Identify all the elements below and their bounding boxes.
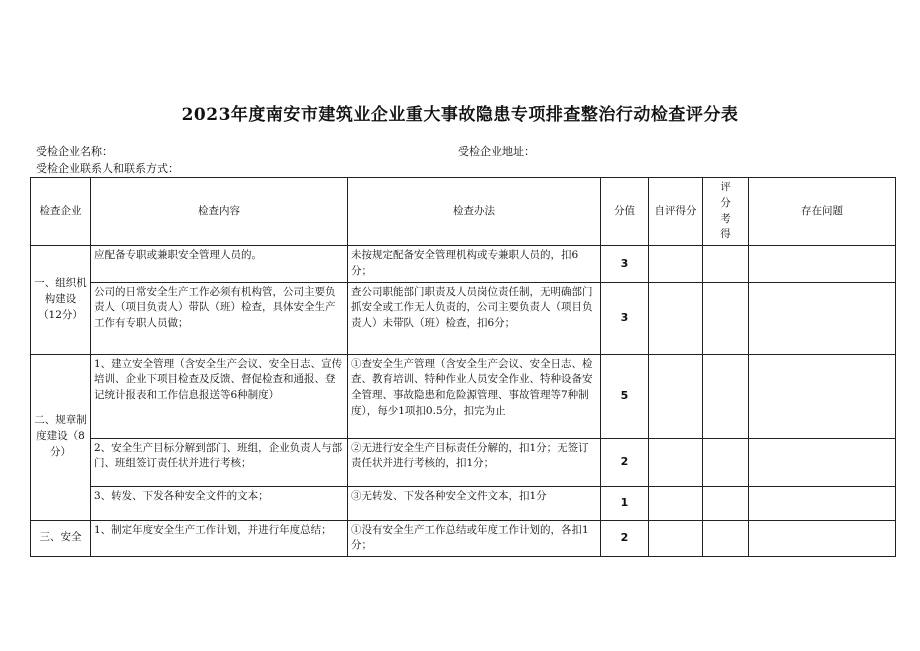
header-self-score: 自评得分: [649, 178, 703, 246]
issues-cell[interactable]: [749, 282, 896, 354]
eval-score-cell[interactable]: [703, 520, 749, 557]
content-cell: 2、安全生产目标分解到部门、班组，企业负责人与部门、班组签订责任状并进行考核；: [91, 438, 348, 486]
method-cell: 查公司职能部门职责及人员岗位责任制，无明确部门抓安全或工作无人负责的，公司主要负责人（项目负责人）未带队（班）检查，扣6分；: [348, 282, 601, 354]
eval-score-cell[interactable]: [703, 354, 749, 438]
table-row: [31, 486, 896, 520]
eval-score-cell[interactable]: [703, 282, 749, 354]
eval-score-cell[interactable]: [703, 246, 749, 283]
self-score-cell[interactable]: [649, 520, 703, 557]
eval-score-cell[interactable]: [703, 438, 749, 486]
method-cell: ②无进行安全生产目标责任分解的，扣1分；无签订责任状并进行考核的，扣1分；: [348, 438, 601, 486]
table-row: [31, 438, 896, 486]
score-table: [30, 177, 896, 557]
header-content: 检查内容: [91, 178, 348, 246]
score-cell: 2: [601, 520, 649, 557]
category-cell: 一、组织机构建设（12分）: [31, 246, 91, 355]
header-method: 检查办法: [348, 178, 601, 246]
content-cell: 公司的日常安全生产工作必须有机构管，公司主要负责人（项目负责人）带队（班）检查，具体安全生产工作有专职人员做；: [91, 282, 348, 354]
header-eval-score: 评分考得: [703, 178, 749, 246]
score-cell: 2: [601, 438, 649, 486]
issues-cell[interactable]: [749, 486, 896, 520]
table-row: [31, 282, 896, 354]
table-row: [31, 520, 896, 557]
score-cell: 1: [601, 486, 649, 520]
header-company: 检查企业: [31, 178, 91, 246]
issues-cell[interactable]: [749, 354, 896, 438]
table-row: [31, 246, 896, 283]
category-cell: 三、安全: [31, 520, 91, 557]
self-score-cell[interactable]: [649, 486, 703, 520]
method-cell: 未按规定配备安全管理机构或专兼职人员的，扣6分；: [348, 246, 601, 283]
header-score: 分值: [601, 178, 649, 246]
company-address-label: 受检企业地址：: [458, 145, 535, 158]
table-header-row: [31, 178, 896, 246]
method-cell: ①查安全生产管理（含安全生产会议、安全日志、检查、教育培训、特种作业人员安全作业、特种设备安全管理、事故隐患和危险源管理、事故管理等7种制度），每少1项扣0.5分，扣完为止: [348, 354, 601, 438]
score-cell: 3: [601, 246, 649, 283]
issues-cell[interactable]: [749, 246, 896, 283]
self-score-cell[interactable]: [649, 438, 703, 486]
score-cell: 5: [601, 354, 649, 438]
table-row: [31, 354, 896, 438]
self-score-cell[interactable]: [649, 282, 703, 354]
self-score-cell[interactable]: [649, 246, 703, 283]
company-name-label: 受检企业名称：: [36, 145, 113, 158]
method-cell: ③无转发、下发各种安全文件文本，扣1分: [348, 486, 601, 520]
category-cell: 二、规章制度建设（8分）: [31, 354, 91, 520]
content-cell: 应配备专职或兼职安全管理人员的。: [91, 246, 348, 283]
issues-cell[interactable]: [749, 520, 896, 557]
header-issues: 存在问题: [749, 178, 896, 246]
issues-cell[interactable]: [749, 438, 896, 486]
method-cell: ①没有安全生产工作总结或年度工作计划的，各扣1分；: [348, 520, 601, 557]
content-cell: 1、制定年度安全生产工作计划，并进行年度总结；: [91, 520, 348, 557]
eval-score-cell[interactable]: [703, 486, 749, 520]
score-cell: 3: [601, 282, 649, 354]
content-cell: 3、转发、下发各种安全文件的文本；: [91, 486, 348, 520]
contact-label: 受检企业联系人和联系方式：: [36, 162, 179, 175]
self-score-cell[interactable]: [649, 354, 703, 438]
page-title: 2023年度南安市建筑业企业重大事故隐患专项排查整治行动检查评分表: [181, 105, 739, 125]
content-cell: 1、建立安全管理（含安全生产会议、安全日志、宣传培训、企业下项目检查及反馈、督促检查和通报、登记统计报表和工作信息报送等6种制度）: [91, 354, 348, 438]
